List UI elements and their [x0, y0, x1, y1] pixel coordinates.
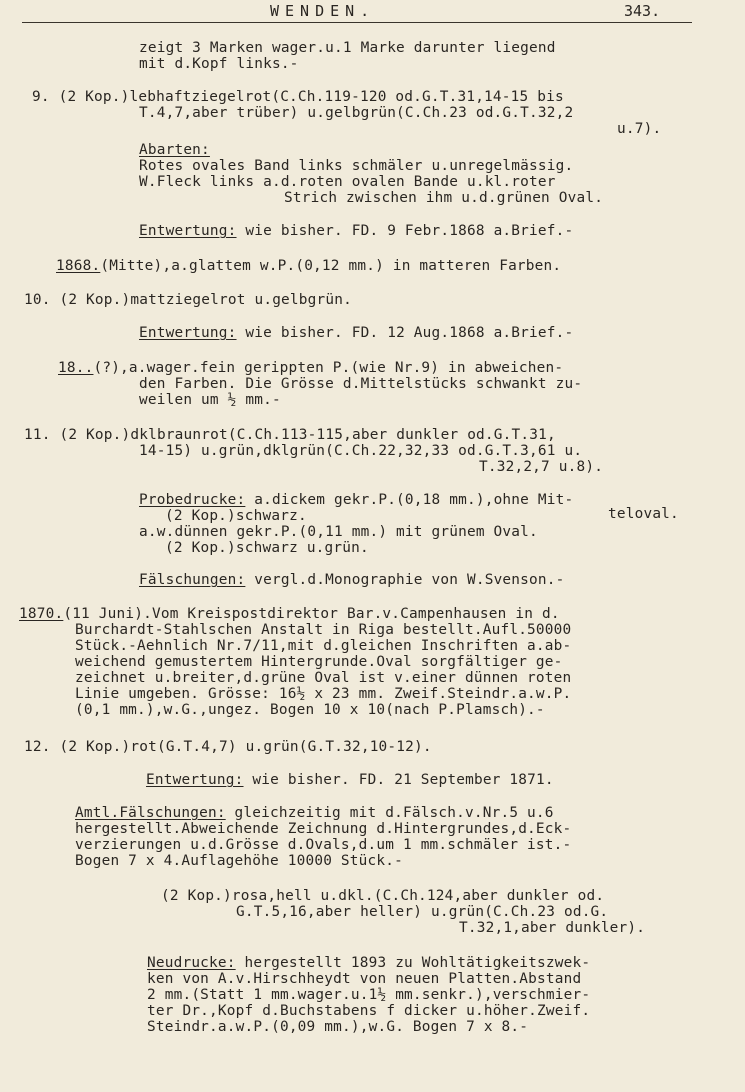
text-line: mit d.Kopf links.- — [139, 56, 299, 72]
page-header — [0, 2, 745, 22]
text-line: Stück.-Aehnlich Nr.7/11,mit d.gleichen Inschriften a.ab- — [75, 638, 572, 654]
text-line: 1870.(11 Juni).Vom Kreispostdirektor Bar.v.Campenhausen in d. — [19, 606, 560, 622]
text-line: 1868.(Mitte),a.glattem w.P.(0,12 mm.) in matteren Farben. — [56, 258, 562, 274]
header-rule — [22, 22, 692, 23]
text-line: 14-15) u.grün,dklgrün(C.Ch.22,32,33 od.G.T.3,61 u. — [139, 443, 583, 459]
page-number: 343. — [624, 2, 661, 20]
text-line: Entwertung: wie bisher. FD. 21 September 1871. — [146, 772, 554, 788]
text-line: 18..(?),a.wager.fein gerippten P.(wie Nr.9) in abweichen- — [58, 360, 564, 376]
text-line: weichend gemustertem Hintergrunde.Oval sorgfältiger ge- — [75, 654, 563, 670]
text-line: T.4,7,aber trüber) u.gelbgrün(C.Ch.23 od.G.T.32,2 — [139, 105, 574, 121]
text-line: 12. (2 Kop.)rot(G.T.4,7) u.grün(G.T.32,10-12). — [24, 739, 432, 755]
text-line: (0,1 mm.),w.G.,ungez. Bogen 10 x 10(nach P.Plamsch).- — [75, 702, 545, 718]
text-line: Neudrucke: hergestellt 1893 zu Wohltätigkeitszwek- — [147, 955, 591, 971]
text-line: (2 Kop.)schwarz u.grün. — [165, 540, 369, 556]
text-line: Burchardt-Stahlschen Anstalt in Riga bestellt.Aufl.50000 — [75, 622, 572, 638]
text-line: Bogen 7 x 4.Auflagehöhe 10000 Stück.- — [75, 853, 403, 869]
text-line: Rotes ovales Band links schmäler u.unregelmässig. — [139, 158, 574, 174]
running-title: WENDEN. — [270, 2, 376, 20]
text-line: ken von A.v.Hirschheydt von neuen Platten.Abstand — [147, 971, 582, 987]
text-line: 10. (2 Kop.)mattziegelrot u.gelbgrün. — [24, 292, 352, 308]
text-line: weilen um ½ mm.- — [139, 392, 281, 408]
text-line: zeigt 3 Marken wager.u.1 Marke darunter liegend — [139, 40, 556, 56]
text-line: ter Dr.,Kopf d.Buchstabens f dicker u.höher.Zweif. — [147, 1003, 591, 1019]
text-line: teloval. — [608, 506, 679, 522]
text-line: 11. (2 Kop.)dklbraunrot(C.Ch.113-115,aber dunkler od.G.T.31, — [24, 427, 556, 443]
text-line: Entwertung: wie bisher. FD. 9 Febr.1868 a.Brief.- — [139, 223, 574, 239]
text-line: zeichnet u.breiter,d.grüne Oval ist v.einer dünnen roten — [75, 670, 572, 686]
section-heading: Abarten: — [139, 142, 210, 158]
text-line: W.Fleck links a.d.roten ovalen Bande u.kl.roter — [139, 174, 556, 190]
text-line: Steindr.a.w.P.(0,09 mm.),w.G. Bogen 7 x 8.- — [147, 1019, 529, 1035]
text-line: (2 Kop.)schwarz. — [165, 508, 307, 524]
text-line: Fälschungen: vergl.d.Monographie von W.Svenson.- — [139, 572, 565, 588]
text-line: Strich zwischen ihm u.d.grünen Oval. — [284, 190, 604, 206]
text-line: Entwertung: wie bisher. FD. 12 Aug.1868 a.Brief.- — [139, 325, 574, 341]
text-line: 2 mm.(Statt 1 mm.wager.u.1½ mm.senkr.),verschmier- — [147, 987, 591, 1003]
text-line: Linie umgeben. Grösse: 16½ x 23 mm. Zweif.Steindr.a.w.P. — [75, 686, 572, 702]
text-line: a.w.dünnen gekr.P.(0,11 mm.) mit grünem Oval. — [139, 524, 538, 540]
text-line: Probedrucke: a.dickem gekr.P.(0,18 mm.),ohne Mit- — [139, 492, 574, 508]
text-line: G.T.5,16,aber heller) u.grün(C.Ch.23 od.G. — [236, 904, 609, 920]
text-line: T.32,2,7 u.8). — [479, 459, 604, 475]
text-line: den Farben. Die Grösse d.Mittelstücks schwankt zu- — [139, 376, 583, 392]
text-line: Amtl.Fälschungen: gleichzeitig mit d.Fälsch.v.Nr.5 u.6 — [75, 805, 554, 821]
text-line: 9. (2 Kop.)lebhaftziegelrot(C.Ch.119-120 od.G.T.31,14-15 bis — [32, 89, 564, 105]
text-line: verzierungen u.d.Grösse d.Ovals,d.um 1 mm.schmäler ist.- — [75, 837, 572, 853]
text-line: T.32,1,aber dunkler). — [459, 920, 646, 936]
text-line: (2 Kop.)rosa,hell u.dkl.(C.Ch.124,aber dunkler od. — [161, 888, 605, 904]
text-line: hergestellt.Abweichende Zeichnung d.Hintergrundes,d.Eck- — [75, 821, 572, 837]
text-line: u.7). — [617, 121, 662, 137]
